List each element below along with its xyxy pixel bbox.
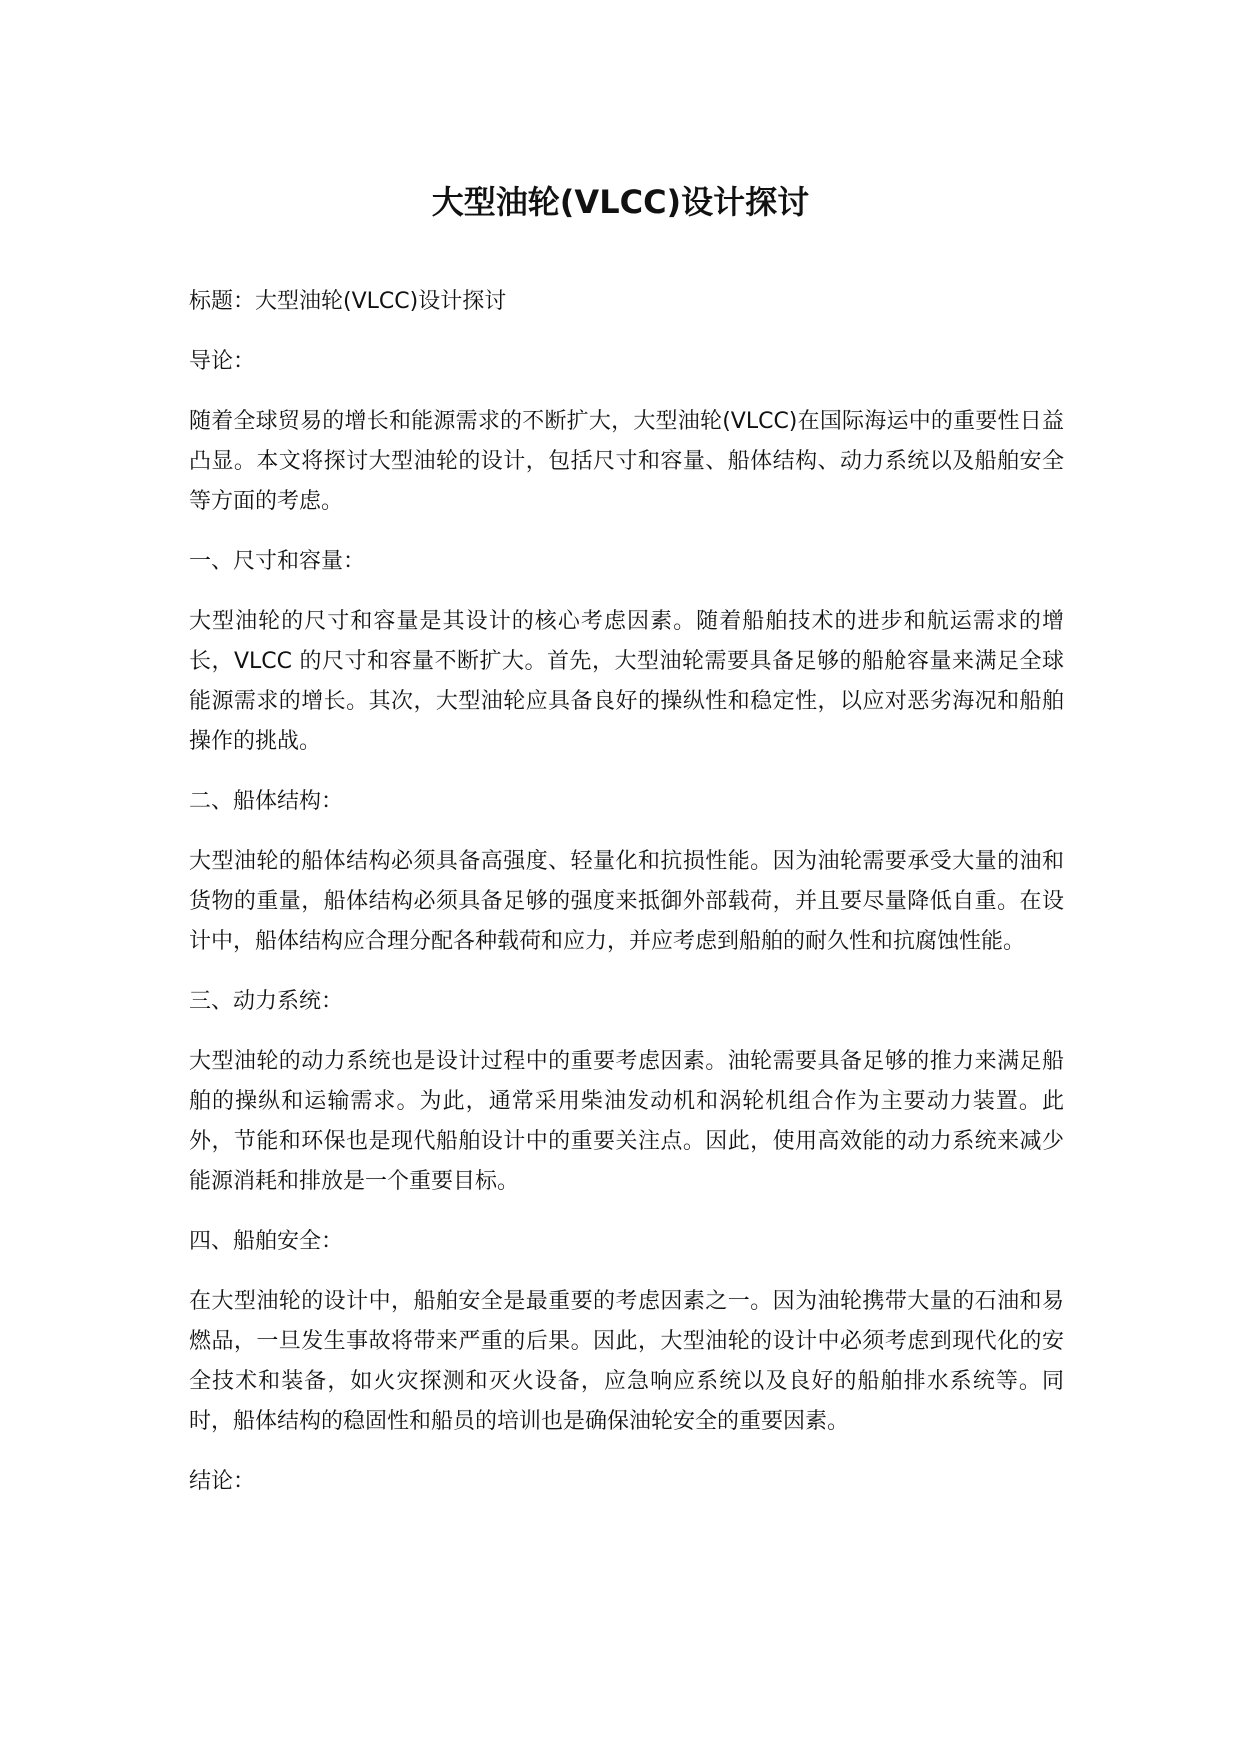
paragraph-hull-structure: 大型油轮的船体结构必须具备高强度、轻量化和抗损性能。因为油轮需要承受大量的油和货物的重量，船体结构必须具备足够的强度来抵御外部载荷，并且要尽量降低自重。在设计中，船体结构应合理分配各种载荷和应力，并应考虑到船舶的耐久性和抗腐蚀性能。: [189, 849, 1064, 954]
document-body: [189, 282, 1064, 1522]
document-title: 大型油轮(VLCC)设计探讨: [431, 183, 810, 221]
paragraph-ship-safety: 在大型油轮的设计中，船舶安全是最重要的考虑因素之一。因为油轮携带大量的石油和易燃品，一旦发生事故将带来严重的后果。因此，大型油轮的设计中必须考虑到现代化的安全技术和装备，如火灾探测和灭火设备，应急响应系统以及良好的船舶排水系统等。同时，船体结构的稳固性和船员的培训也是确保油轮安全的重要因素。: [189, 1289, 1064, 1434]
paragraph-subject: 标题：大型油轮(VLCC)设计探讨: [189, 289, 507, 314]
heading-size-capacity: 一、尺寸和容量：: [189, 549, 366, 574]
paragraph-power-system: 大型油轮的动力系统也是设计过程中的重要考虑因素。油轮需要具备足够的推力来满足船舶的操纵和运输需求。为此，通常采用柴油发动机和涡轮机组合作为主要动力装置。此外，节能和环保也是现代船舶设计中的重要关注点。因此，使用高效能的动力系统来减少能源消耗和排放是一个重要目标。: [189, 1049, 1064, 1194]
heading-ship-safety: 四、船舶安全：: [189, 1229, 344, 1254]
heading-introduction: 导论：: [189, 349, 256, 374]
heading-conclusion: 结论：: [189, 1469, 256, 1494]
paragraph-size-capacity: 大型油轮的尺寸和容量是其设计的核心考虑因素。随着船舶技术的进步和航运需求的增长，VLCC 的尺寸和容量不断扩大。首先，大型油轮需要具备足够的船舱容量来满足全球能源需求的增长。其次，大型油轮应具备良好的操纵性和稳定性，以应对恶劣海况和船舶操作的挑战。: [189, 609, 1064, 754]
heading-power-system: 三、动力系统：: [189, 989, 344, 1014]
paragraph-introduction: 随着全球贸易的增长和能源需求的不断扩大，大型油轮(VLCC)在国际海运中的重要性日益凸显。本文将探讨大型油轮的设计，包括尺寸和容量、船体结构、动力系统以及船舶安全等方面的考虑。: [189, 409, 1064, 514]
heading-hull-structure: 二、船体结构：: [189, 789, 344, 814]
